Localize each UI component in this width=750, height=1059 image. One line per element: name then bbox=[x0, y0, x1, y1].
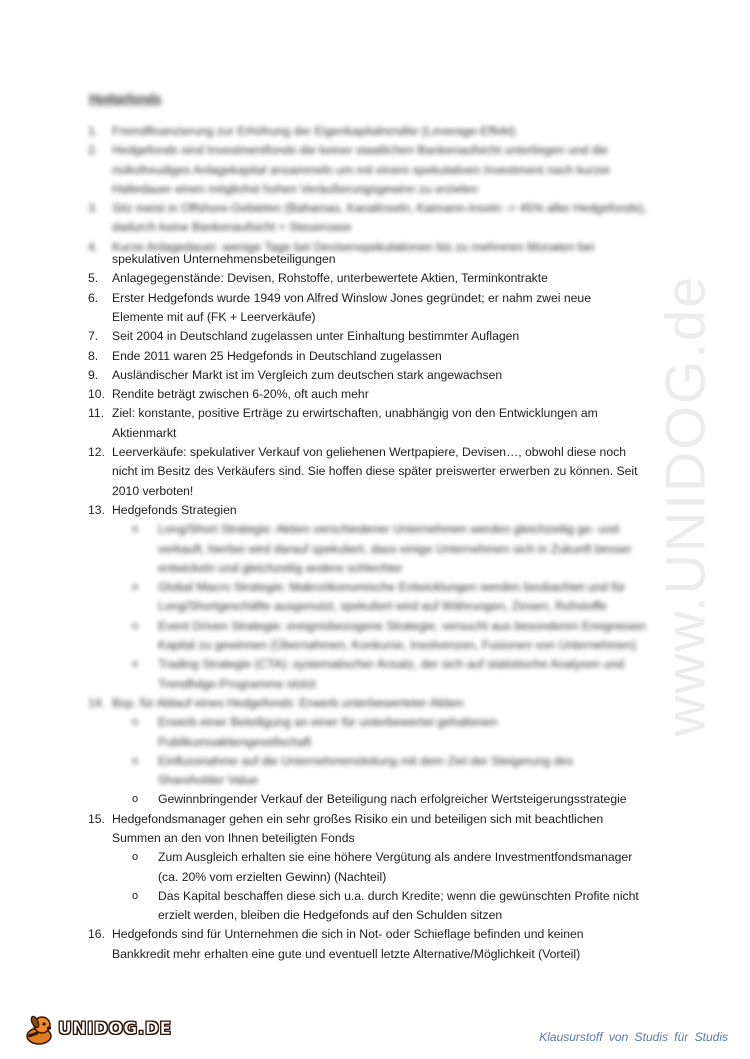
text-line: Zum Ausgleich erhalten sie eine höhere Vergütung als andere Investmentfondsmanager bbox=[158, 850, 633, 865]
text-line: (ca. 20% vom erzielten Gewinn) (Nachteil) bbox=[158, 869, 387, 884]
list-item-number: 2. bbox=[88, 143, 99, 158]
text-line: Erwerb einer Beteiligung an einer für unterbewertet gehaltenen bbox=[158, 715, 498, 730]
list-item-text bbox=[112, 404, 663, 443]
text-line: Elemente mit auf (FK + Leerverkäufe) bbox=[112, 309, 316, 324]
text-line: verkauft, hierbei wird darauf spekuliert, dass einige Unternehmen sich in Zukunft besser bbox=[158, 541, 632, 556]
sub-list-item bbox=[88, 617, 663, 656]
list-item bbox=[88, 810, 663, 849]
text-line: Hedgefonds Strategien bbox=[112, 502, 237, 517]
text-line: Aktienmarkt bbox=[112, 425, 177, 440]
text-line: Ausländischer Markt ist im Vergleich zum deutschen stark angewachsen bbox=[112, 367, 503, 382]
unidog-logo[interactable] bbox=[22, 1012, 172, 1046]
list-item bbox=[88, 443, 663, 501]
list-item-text bbox=[112, 141, 663, 199]
bullet-icon: o bbox=[132, 523, 139, 536]
text-line: Trendfolge-Programme stützt bbox=[158, 676, 317, 691]
bullet-icon: o bbox=[132, 716, 139, 729]
list-item-number: 13. bbox=[88, 502, 105, 517]
list-item bbox=[88, 925, 663, 964]
text-line: spekulativen Unternehmensbeteiligungen bbox=[112, 252, 336, 267]
sub-list-item-text bbox=[158, 790, 663, 809]
text-line: Ende 2011 waren 25 Hedgefonds in Deutschland zugelassen bbox=[112, 348, 442, 363]
text-line: Event Driven Strategie: ereignisbezogene Strategie, versucht aus besonderen Ereignissen bbox=[158, 618, 646, 633]
list-item bbox=[88, 238, 663, 257]
text-line: Shareholder Value bbox=[158, 773, 259, 788]
text-line: Fremdfinanzierung zur Erhöhung der Eigenkapitalrendite (Leverage-Effekt) bbox=[112, 124, 516, 138]
text-line: Hedgefonds sind für Unternehmen die sich in Not- oder Schieflage befinden und keinen bbox=[112, 927, 584, 942]
text-line: Bankkredit mehr erhalten eine gute und eventuell letzte Alternative/Möglichkeit (Vorteil) bbox=[112, 946, 581, 961]
text-line: Erster Hedgefonds wurde 1949 von Alfred Winslow Jones gegründet; er nahm zwei neue bbox=[112, 290, 591, 305]
list-item-text bbox=[112, 347, 663, 366]
list-item-number: 4. bbox=[88, 239, 99, 254]
text-line: Summen an den von Ihnen beteiligten Fonds bbox=[112, 830, 355, 845]
list-item-number: 6. bbox=[88, 290, 99, 305]
list-item-text bbox=[112, 269, 663, 288]
watermark-text: www.UNIDOG.de bbox=[653, 274, 717, 736]
sub-list-item bbox=[88, 520, 663, 578]
text-line: Hedgefonds sind Investmentfonds die keiner staatlichen Bankenaufsicht unterliegen und die bbox=[112, 143, 608, 158]
text-line: Anlagegegenstände: Devisen, Rohstoffe, unterbewertete Aktien, Terminkontrakte bbox=[112, 271, 548, 286]
sub-list-item-text bbox=[158, 848, 663, 887]
list-item-number: 16. bbox=[88, 927, 105, 942]
text-line: Trading Strategie (CTA): systematischer Ansatz, der sich auf statistische Analysen und bbox=[158, 657, 625, 672]
document-title: Hedgefonds bbox=[89, 92, 162, 106]
bullet-icon: o bbox=[132, 658, 139, 671]
sub-list-item-text bbox=[158, 713, 663, 752]
sub-list-item bbox=[88, 752, 663, 791]
list-item-text bbox=[112, 238, 663, 257]
list-item-number: 11. bbox=[88, 406, 105, 421]
sub-list-item-text bbox=[158, 887, 663, 926]
text-line: Bsp. für Ablauf eines Hedgefonds: Erwerb unterbewerteter Aktien bbox=[112, 695, 464, 710]
text-line: Sitz meist in Offshore-Gebieten (Bahamas, Kanalinseln, Kaimann-Inseln -> 45% aller Hedgefonds), bbox=[112, 201, 647, 216]
list-item-text bbox=[112, 501, 663, 520]
text-line: Long/Short Strategie: Aktien verschiedener Unternehmen werden gleichzeitig ge- und bbox=[158, 522, 619, 537]
sub-list-item bbox=[88, 887, 663, 926]
text-line: Kurze Anlagedauer: wenige Tage bei Devisenspekulationen bis zu mehreren Monaten bei bbox=[112, 239, 595, 254]
sub-list-item-text bbox=[158, 617, 663, 656]
list-item-number: 1. bbox=[88, 124, 99, 138]
list-item bbox=[88, 501, 663, 520]
text-line: entwickeln und gleichzeitig andere schlechter bbox=[158, 560, 403, 575]
list-item bbox=[88, 385, 663, 404]
text-line: erzielt werden, bleiben die Hedgefonds auf den Schulden sitzen bbox=[158, 908, 503, 923]
list-item-number: 9. bbox=[88, 367, 99, 382]
bullet-icon: o bbox=[132, 851, 139, 864]
list-item-text bbox=[112, 327, 663, 346]
bullet-icon: o bbox=[132, 581, 139, 594]
list-item-number: 5. bbox=[88, 271, 99, 286]
text-line: Haltedauer einen möglichst hohen Veräußerungsgewinn zu erzielen bbox=[112, 181, 478, 196]
text-line: 2010 verboten! bbox=[112, 483, 194, 498]
list-item bbox=[88, 366, 663, 385]
list-item-text bbox=[112, 810, 663, 849]
list-item-number: 3. bbox=[88, 201, 99, 216]
text-line: Kapital zu gewinnen (Übernahmen, Konkurse, Insolvenzen, Fusionen von Unternehmen) bbox=[158, 638, 637, 653]
list-item-number: 12. bbox=[88, 445, 105, 460]
numbered-list bbox=[88, 122, 663, 964]
sub-list-item-text bbox=[158, 655, 663, 694]
bullet-icon: o bbox=[132, 793, 139, 806]
list-item-number: 8. bbox=[88, 348, 99, 363]
sub-list-item bbox=[88, 655, 663, 694]
sub-list-item bbox=[88, 848, 663, 887]
list-item bbox=[88, 141, 663, 199]
list-item-text bbox=[112, 443, 663, 501]
bullet-icon: o bbox=[132, 889, 139, 902]
list-item-text bbox=[112, 199, 663, 238]
text-line: Leerverkäufe: spekulativer Verkauf von geliehenen Wertpapiere, Devisen…, obwohl diese noch bbox=[112, 445, 626, 460]
text-line: Rendite beträgt zwischen 6-20%, oft auch mehr bbox=[112, 387, 369, 402]
sub-list-item bbox=[88, 713, 663, 752]
list-item-number: 10. bbox=[88, 387, 105, 402]
dog-icon bbox=[22, 1012, 56, 1046]
list-item bbox=[88, 122, 663, 141]
list-item-text bbox=[112, 385, 663, 404]
text-line: dadurch keine Bankenaufsicht + Steueroase bbox=[112, 220, 352, 235]
text-line: Publikumsaktiengesellschaft bbox=[158, 734, 312, 749]
list-item bbox=[88, 404, 663, 443]
sub-list-item bbox=[88, 790, 663, 809]
list-item-text bbox=[112, 122, 663, 141]
list-item bbox=[88, 694, 663, 713]
text-line: Global Macro Strategie: Makroökonomische Entwicklungen werden beobachtet und für bbox=[158, 580, 626, 595]
footer-slogan: Klausurstoff von Studis für Studis bbox=[539, 1030, 728, 1044]
sub-list-item-text bbox=[158, 752, 663, 791]
text-line: Long/Shortgeschäfte ausgenutzt, spekuliert wird auf Währungen, Zinsen, Rohstoffe bbox=[158, 599, 607, 614]
bullet-icon: o bbox=[132, 754, 139, 767]
bullet-icon: o bbox=[132, 619, 139, 632]
text-line: Gewinnbringender Verkauf der Beteiligung nach erfolgreicher Wertsteigerungsstrategie bbox=[158, 792, 627, 807]
list-item-text bbox=[112, 289, 663, 328]
text-line: Einflussnahme auf die Unternehmensleitung mit dem Ziel der Steigerung des bbox=[158, 753, 574, 768]
list-item bbox=[88, 327, 663, 346]
text-line: nicht im Besitz des Verkäufers sind. Sie hoffen diese später preiswerter erwerben zu können. Seit bbox=[112, 464, 638, 479]
sub-list-item-text bbox=[158, 578, 663, 617]
text-line: risikofreudiges Anlagekapital ansammeln um mit einem spekulativen Investment nach kurzer bbox=[112, 162, 611, 177]
logo-text: UNIDOG.DE bbox=[58, 1019, 172, 1039]
list-item bbox=[88, 289, 663, 328]
list-item-number: 15. bbox=[88, 811, 105, 826]
list-item-number: 14. bbox=[88, 695, 105, 710]
text-line: Ziel: konstante, positive Erträge zu erwirtschaften, unabhängig von den Entwicklungen am bbox=[112, 406, 598, 421]
text-line: Seit 2004 in Deutschland zugelassen unter Einhaltung bestimmter Auflagen bbox=[112, 329, 520, 344]
list-item-text bbox=[112, 366, 663, 385]
list-item bbox=[88, 269, 663, 288]
list-item-text bbox=[112, 694, 663, 713]
sub-list-item-text bbox=[158, 520, 663, 578]
text-line: Hedgefondsmanager gehen ein sehr großes Risiko ein und beteiligen sich mit beachtlichen bbox=[112, 811, 604, 826]
list-item-text bbox=[112, 925, 663, 964]
sub-list-item bbox=[88, 578, 663, 617]
list-item bbox=[88, 347, 663, 366]
text-line: Das Kapital beschaffen diese sich u.a. durch Kredite; wenn die gewünschten Profite nicht bbox=[158, 888, 639, 903]
list-item-number: 7. bbox=[88, 329, 99, 344]
list-item bbox=[88, 199, 663, 238]
